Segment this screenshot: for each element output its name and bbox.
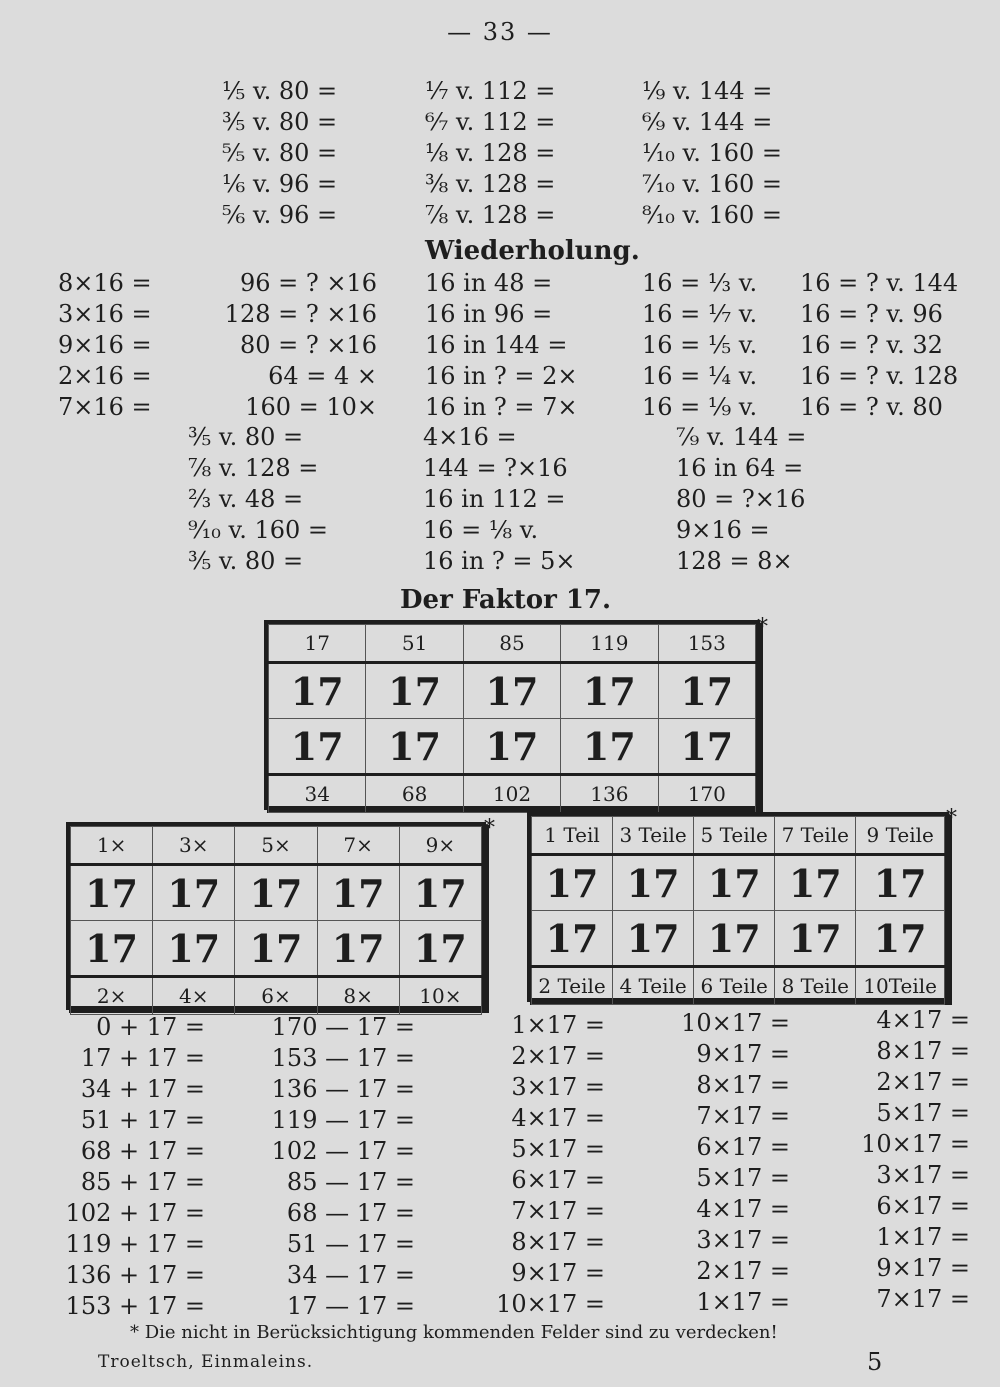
- math-item: 2×17 =: [696, 1257, 790, 1285]
- math-item: ⅙ v. 96 =: [222, 170, 338, 198]
- grid-value-cell: 17: [269, 663, 366, 719]
- factor-grid-parts: [527, 812, 949, 1002]
- math-item: 16 in ? = 7×: [425, 393, 578, 421]
- math-item: 16 in ? = 5×: [423, 547, 576, 575]
- grid-value-cell: 17: [532, 911, 613, 967]
- grid-value-cell: 17: [856, 911, 945, 967]
- grid-footer-cell: 34: [269, 775, 366, 813]
- grid-value-cell: 17: [658, 663, 755, 719]
- math-item: 10×17 =: [496, 1290, 605, 1318]
- top-col-3: [642, 76, 782, 231]
- grid-footer-cell: 10Teile: [856, 967, 945, 1005]
- math-item: 85 + 17 =: [80, 1168, 205, 1196]
- math-item: 16 = ? v. 128: [800, 362, 959, 390]
- math-item: 16 in ? = 2×: [425, 362, 578, 390]
- math-item: 16 in 48 =: [425, 269, 553, 297]
- top-col-2: [425, 76, 555, 231]
- section-title-wiederholung: Wiederholung.: [425, 236, 640, 266]
- wh-col-7: [423, 422, 576, 577]
- grid-value-cell: 17: [235, 921, 317, 977]
- math-item: ⅗ v. 80 =: [188, 547, 304, 575]
- math-item: 119 + 17 =: [65, 1230, 205, 1258]
- math-item: 5×17 =: [696, 1164, 790, 1192]
- ex-col-5: [845, 1005, 970, 1315]
- math-item: 136 + 17 =: [65, 1261, 205, 1289]
- math-item: 16 = ⅛ v.: [423, 516, 539, 544]
- math-item: 8×17 =: [511, 1228, 605, 1256]
- grid-header-cell: 85: [463, 625, 560, 663]
- math-item: 153 + 17 =: [65, 1292, 205, 1320]
- math-item: ⅜ v. 128 =: [425, 170, 556, 198]
- math-item: 16 in 144 =: [425, 331, 568, 359]
- math-item: 51 — 17 =: [286, 1230, 415, 1258]
- math-item: 2×16 =: [58, 362, 152, 390]
- wh-col-5: [800, 268, 958, 423]
- grid-value-cell: 17: [613, 855, 694, 911]
- math-item: 3×16 =: [58, 300, 152, 328]
- math-item: 3×17 =: [876, 1161, 970, 1189]
- math-item: ⅞ v. 128 =: [188, 454, 319, 482]
- sheet-number: 5: [867, 1348, 883, 1376]
- grid-header-cell: 119: [561, 625, 658, 663]
- math-item: 16 = ? v. 32: [800, 331, 943, 359]
- math-item: 16 = ? v. 144: [800, 269, 959, 297]
- math-item: 96 = ? ×16: [239, 269, 377, 297]
- math-item: 16 = ⅕ v.: [642, 331, 758, 359]
- grid-footer-cell: 4×: [153, 977, 235, 1015]
- grid-value-cell: 17: [561, 719, 658, 775]
- grid-header-cell: 9×: [399, 827, 481, 865]
- math-item: 16 in 96 =: [425, 300, 553, 328]
- grid-header-cell: 3×: [153, 827, 235, 865]
- math-item: 85 — 17 =: [286, 1168, 415, 1196]
- grid-header-cell: 9 Teile: [856, 817, 945, 855]
- math-item: 64 = 4 ×: [268, 362, 377, 390]
- math-item: 3×17 =: [511, 1073, 605, 1101]
- math-item: 1×17 =: [876, 1223, 970, 1251]
- math-item: ⁶⁄₇ v. 112 =: [425, 108, 556, 136]
- math-item: 7×16 =: [58, 393, 152, 421]
- math-item: ⁵⁄₅ v. 80 =: [222, 139, 338, 167]
- math-item: 80 = ? ×16: [239, 331, 377, 359]
- math-item: 2×17 =: [876, 1068, 970, 1096]
- math-item: 4×17 =: [696, 1195, 790, 1223]
- math-item: ⅕ v. 80 =: [222, 77, 338, 105]
- grid-header-cell: 51: [366, 625, 463, 663]
- math-item: 1×17 =: [511, 1011, 605, 1039]
- grid-value-cell: 17: [317, 921, 399, 977]
- math-item: 1×17 =: [696, 1288, 790, 1316]
- math-item: 16 = ? v. 96: [800, 300, 943, 328]
- math-item: 160 = 10×: [245, 393, 377, 421]
- math-item: 6×17 =: [511, 1166, 605, 1194]
- grid-value-cell: 17: [71, 865, 153, 921]
- grid-value-cell: 17: [775, 855, 856, 911]
- math-item: 8×16 =: [58, 269, 152, 297]
- math-item: 16 in 112 =: [423, 485, 566, 513]
- grid-value-cell: 17: [366, 663, 463, 719]
- math-item: 51 + 17 =: [80, 1106, 205, 1134]
- math-item: 128 = 8×: [676, 547, 793, 575]
- math-item: 16 = ⅓ v.: [642, 269, 758, 297]
- math-item: 4×17 =: [511, 1104, 605, 1132]
- grid-footer-cell: 6×: [235, 977, 317, 1015]
- wh-col-3: [425, 268, 578, 423]
- footnote: * Die nicht in Berücksichtigung kommenden Felder sind zu verdecken!: [130, 1322, 778, 1343]
- grid-value-cell: 17: [399, 865, 481, 921]
- grid-header-cell: 17: [269, 625, 366, 663]
- grid-footer-cell: 2×: [71, 977, 153, 1015]
- math-item: 9×16 =: [676, 516, 770, 544]
- math-item: 9×16 =: [58, 331, 152, 359]
- grid-value-cell: 17: [153, 921, 235, 977]
- math-item: 119 — 17 =: [271, 1106, 415, 1134]
- grid-value-cell: 17: [613, 911, 694, 967]
- ex-col-2: [270, 1012, 415, 1322]
- grid-header-cell: 5 Teile: [694, 817, 775, 855]
- math-item: 16 = ⅐ v.: [642, 300, 758, 328]
- grid-value-cell: 17: [366, 719, 463, 775]
- math-item: ⅒ v. 160 =: [642, 139, 783, 167]
- grid-footer-cell: 68: [366, 775, 463, 813]
- grid-header-cell: 7 Teile: [775, 817, 856, 855]
- math-item: 5×17 =: [876, 1099, 970, 1127]
- math-item: ⅞ v. 128 =: [425, 201, 556, 229]
- math-item: 8×17 =: [696, 1071, 790, 1099]
- math-item: 16 = ¼ v.: [642, 362, 758, 390]
- math-item: ⅔ v. 48 =: [188, 485, 304, 513]
- math-item: 5×17 =: [511, 1135, 605, 1163]
- grid-value-cell: 17: [694, 911, 775, 967]
- grid-value-cell: 17: [561, 663, 658, 719]
- math-item: ⁸⁄₁₀ v. 160 =: [642, 201, 783, 229]
- math-item: 6×17 =: [696, 1133, 790, 1161]
- math-item: ⅗ v. 80 =: [188, 423, 304, 451]
- math-item: 16 in 64 =: [676, 454, 804, 482]
- page-number: — 33 —: [447, 18, 553, 46]
- grid-header-cell: 7×: [317, 827, 399, 865]
- grid-value-cell: 17: [317, 865, 399, 921]
- math-item: 7×17 =: [511, 1197, 605, 1225]
- grid-header-cell: 1 Teil: [532, 817, 613, 855]
- math-item: ⁶⁄₉ v. 144 =: [642, 108, 773, 136]
- grid-footer-cell: 6 Teile: [694, 967, 775, 1005]
- grid-footer-cell: 4 Teile: [613, 967, 694, 1005]
- grid-value-cell: 17: [399, 921, 481, 977]
- math-item: 6×17 =: [876, 1192, 970, 1220]
- grid-value-cell: 17: [153, 865, 235, 921]
- math-item: 144 = ?×16: [423, 454, 568, 482]
- ex-col-4: [665, 1008, 790, 1318]
- wh-col-8: [676, 422, 806, 577]
- grid-value-cell: 17: [235, 865, 317, 921]
- grid-header-cell: 1×: [71, 827, 153, 865]
- math-item: 34 + 17 =: [80, 1075, 205, 1103]
- math-item: 2×17 =: [511, 1042, 605, 1070]
- math-item: ⅛ v. 128 =: [425, 139, 556, 167]
- math-item: 102 + 17 =: [65, 1199, 205, 1227]
- math-item: 7×17 =: [696, 1102, 790, 1130]
- math-item: ⅗ v. 80 =: [222, 108, 338, 136]
- wh-col-4: [642, 268, 757, 423]
- grid-star-1: *: [757, 615, 768, 640]
- grid-value-cell: 17: [463, 719, 560, 775]
- math-item: 68 + 17 =: [80, 1137, 205, 1165]
- math-item: 9×17 =: [696, 1040, 790, 1068]
- math-item: 16 = ? v. 80: [800, 393, 943, 421]
- math-item: ⁷⁄₁₀ v. 160 =: [642, 170, 783, 198]
- grid-value-cell: 17: [269, 719, 366, 775]
- grid-footer-cell: 136: [561, 775, 658, 813]
- grid-value-cell: 17: [463, 663, 560, 719]
- grid-header-cell: 153: [658, 625, 755, 663]
- grid-footer-cell: 170: [658, 775, 755, 813]
- math-item: 68 — 17 =: [286, 1199, 415, 1227]
- grid-value-cell: 17: [856, 855, 945, 911]
- grid-footer-cell: 8×: [317, 977, 399, 1015]
- math-item: 4×16 =: [423, 423, 517, 451]
- grid-value-cell: 17: [71, 921, 153, 977]
- math-item: 10×17 =: [861, 1130, 970, 1158]
- grid-value-cell: 17: [694, 855, 775, 911]
- ex-col-3: [485, 1010, 605, 1320]
- math-item: 128 = ? ×16: [224, 300, 377, 328]
- math-item: 34 — 17 =: [286, 1261, 415, 1289]
- ex-col-1: [60, 1012, 205, 1322]
- math-item: 9×17 =: [511, 1259, 605, 1287]
- math-item: 4×17 =: [876, 1006, 970, 1034]
- signature: Troeltsch, Einmaleins.: [98, 1352, 314, 1372]
- grid-value-cell: 17: [775, 911, 856, 967]
- grid-footer-cell: 102: [463, 775, 560, 813]
- math-item: ⅐ v. 112 =: [425, 77, 556, 105]
- grid-footer-cell: 8 Teile: [775, 967, 856, 1005]
- grid-footer-cell: 2 Teile: [532, 967, 613, 1005]
- wh-col-6: [188, 422, 328, 577]
- math-item: 17 — 17 =: [286, 1292, 415, 1320]
- grid-value-cell: 17: [532, 855, 613, 911]
- math-item: 136 — 17 =: [271, 1075, 415, 1103]
- wh-col-1: [58, 268, 152, 423]
- grid-footer-cell: 10×: [399, 977, 481, 1015]
- math-item: 16 = ⅑ v.: [642, 393, 758, 421]
- grid-header-cell: 5×: [235, 827, 317, 865]
- math-item: ⁹⁄₁₀ v. 160 =: [188, 516, 329, 544]
- math-item: 10×17 =: [681, 1009, 790, 1037]
- math-item: 170 — 17 =: [271, 1013, 415, 1041]
- math-item: ⅑ v. 144 =: [642, 77, 773, 105]
- grid-star-2: *: [484, 816, 495, 841]
- grid-value-cell: 17: [658, 719, 755, 775]
- grid-header-cell: 3 Teile: [613, 817, 694, 855]
- math-item: 80 = ?×16: [676, 485, 806, 513]
- grid-star-3: *: [946, 806, 957, 831]
- factor-grid-multiples: [66, 822, 486, 1010]
- math-item: 8×17 =: [876, 1037, 970, 1065]
- math-item: ⅚ v. 96 =: [222, 201, 338, 229]
- top-col-1: [222, 76, 337, 231]
- math-item: 153 — 17 =: [271, 1044, 415, 1072]
- math-item: 0 + 17 =: [96, 1013, 205, 1041]
- factor-grid-values: [264, 620, 760, 810]
- math-item: 3×17 =: [696, 1226, 790, 1254]
- math-item: 102 — 17 =: [271, 1137, 415, 1165]
- math-item: ⁷⁄₉ v. 144 =: [676, 423, 807, 451]
- math-item: 9×17 =: [876, 1254, 970, 1282]
- wh-col-2: [212, 268, 377, 423]
- section-title-faktor: Der Faktor 17.: [400, 585, 612, 615]
- math-item: 17 + 17 =: [80, 1044, 205, 1072]
- math-item: 7×17 =: [876, 1285, 970, 1313]
